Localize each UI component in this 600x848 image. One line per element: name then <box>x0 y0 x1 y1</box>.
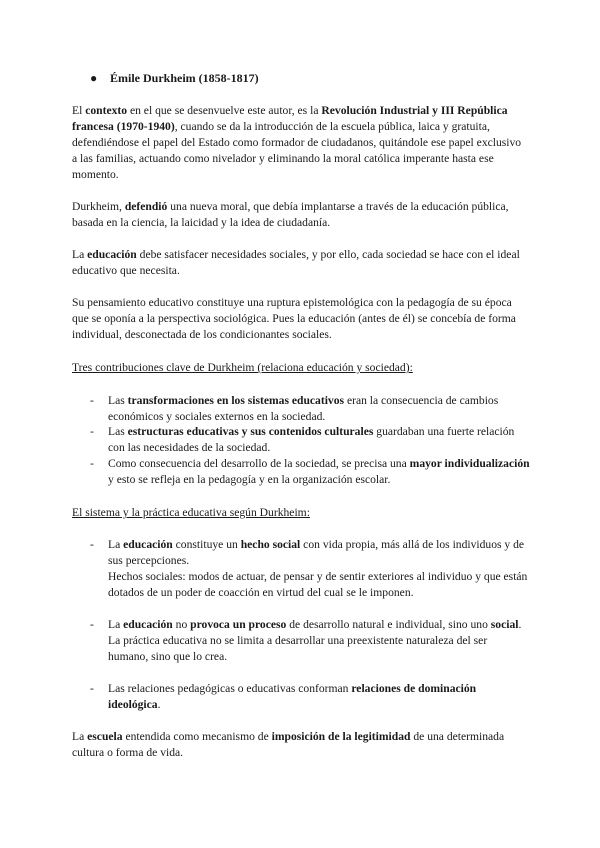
list-item: - Las estructuras educativas y sus contenidos culturales guardaban una fuerte relación con las necesidades de la sociedad. <box>90 425 515 454</box>
list-item: - Como consecuencia del desarrollo de la sociedad, se precisa una mayor individualización y esto se refleja en la pedagogía y en la organización escolar. <box>90 457 530 486</box>
paragraph-rupture: Su pensamiento educativo constituye una ruptura epistemológica con la pedagogía de su época que se oponía a la perspectiva sociológica. Pues la educación (antes de él) se concebía de forma individual, desconectada de los condicionantes sociales. <box>72 296 516 341</box>
heading-system: El sistema y la práctica educativa según Durkheim: <box>72 506 310 519</box>
section-title <box>90 70 259 86</box>
social-facts-definition: Hechos sociales: modos de actuar, de pensar y de sentir exteriores al individuo y que están dotados de un poder de coacción en virtud del cual se le imponen. <box>108 570 528 599</box>
list-item: - Las transformaciones en los sistemas educativos eran la consecuencia de cambios económicos y sociales externos en la sociedad. <box>90 394 499 423</box>
list-item: - La educación no provoca un proceso de desarrollo natural e individual, sino uno social. La práctica educativa no se limita a desarrollar una preexistente naturaleza del ser humano, sino que lo crea. <box>90 618 522 663</box>
paragraph-moral: Durkheim, defendió una nueva moral, que debía implantarse a través de la educación pública, basada en la ciencia, la laicidad y la idea de ciudadanía. <box>72 200 509 229</box>
heading-contributions: Tres contribuciones clave de Durkheim (relaciona educación y sociedad): <box>72 361 413 374</box>
paragraph-context: El contexto en el que se desenvuelve este autor, es la Revolución Industrial y III República francesa (1970-1940), cuando se da la introducción de la escuela pública, laica y gratuita, defendiéndose el papel del Estado como formador de ciudadanos, quitándole ese papel exclusivo a las familias, actuando como nivelador y eliminando la moral católica imperante hasta ese momento. <box>72 104 522 181</box>
list-item: - Las relaciones pedagógicas o educativas conforman relaciones de dominación ideológica. <box>90 682 477 711</box>
paragraph-education: La educación debe satisfacer necesidades sociales, y por ello, cada sociedad se hace con el ideal educativo que necesita. <box>72 248 520 277</box>
list-item: - La educación constituye un hecho social con vida propia, más allá de los individuos y de sus percepciones. Hechos sociales: modos de actuar, de pensar y de sentir exteriores al individuo y que están dotados de un poder de coacción en virtud del cual se le imponen. <box>90 537 530 601</box>
title-text: Émile Durkheim (1858-1817) <box>110 71 259 85</box>
bullet-icon: ● <box>90 71 98 85</box>
paragraph-school: La escuela entendida como mecanismo de imposición de la legitimidad de una determinada cultura o forma de vida. <box>72 730 505 759</box>
